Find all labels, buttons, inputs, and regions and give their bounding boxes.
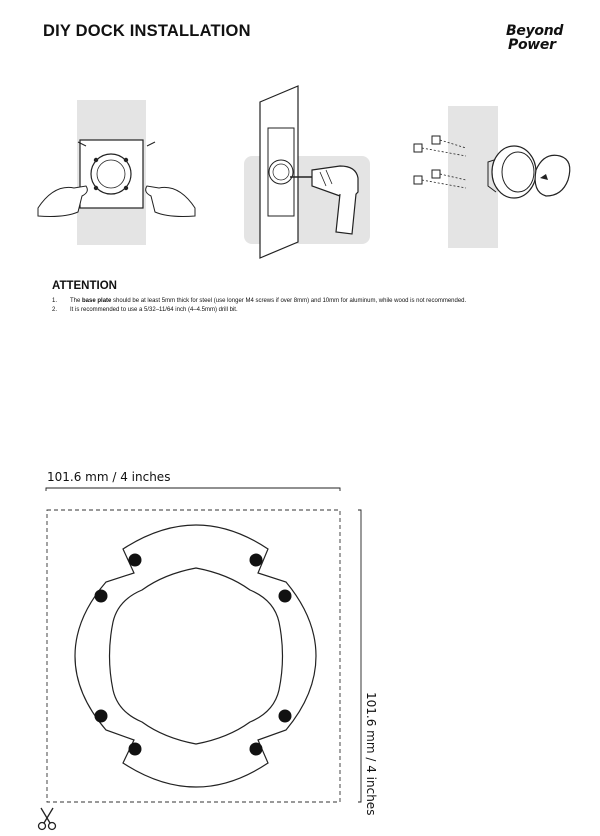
screw-hole (95, 710, 108, 723)
list-item: 2. It is recommended to use a 5/32–11/64 inch (4–4.5mm) drill bit. (52, 306, 238, 313)
logo-line-1: Beyond (506, 23, 564, 39)
cut-outline (47, 510, 340, 802)
base-plate-emphasis: base plate (82, 298, 112, 304)
base-plate-outline (75, 525, 316, 787)
screw-hole (95, 590, 108, 603)
screw-hole (250, 743, 263, 756)
scissors-icon (36, 806, 58, 832)
height-dimension-label: 101.6 mm / 4 inches (364, 692, 378, 816)
list-item: 1. The base plate should be at least 5mm thick for steel (use longer M4 screws if over 8mm) and 10mm for aluminum, while wood is not recommended. (52, 298, 467, 304)
page-title: DIY DOCK INSTALLATION (43, 22, 251, 40)
screw-hole (279, 590, 292, 603)
screw-hole (129, 743, 142, 756)
screw-hole (129, 554, 142, 567)
logo-line-2: Power (508, 37, 556, 53)
attention-title: ATTENTION (52, 280, 117, 292)
screw-hole (250, 554, 263, 567)
screw-hole (279, 710, 292, 723)
height-dimension-line (358, 510, 361, 802)
width-dimension-line (46, 488, 340, 491)
width-dimension-label: 101.6 mm / 4 inches (47, 470, 171, 484)
base-plate-inner-opening (110, 568, 283, 744)
